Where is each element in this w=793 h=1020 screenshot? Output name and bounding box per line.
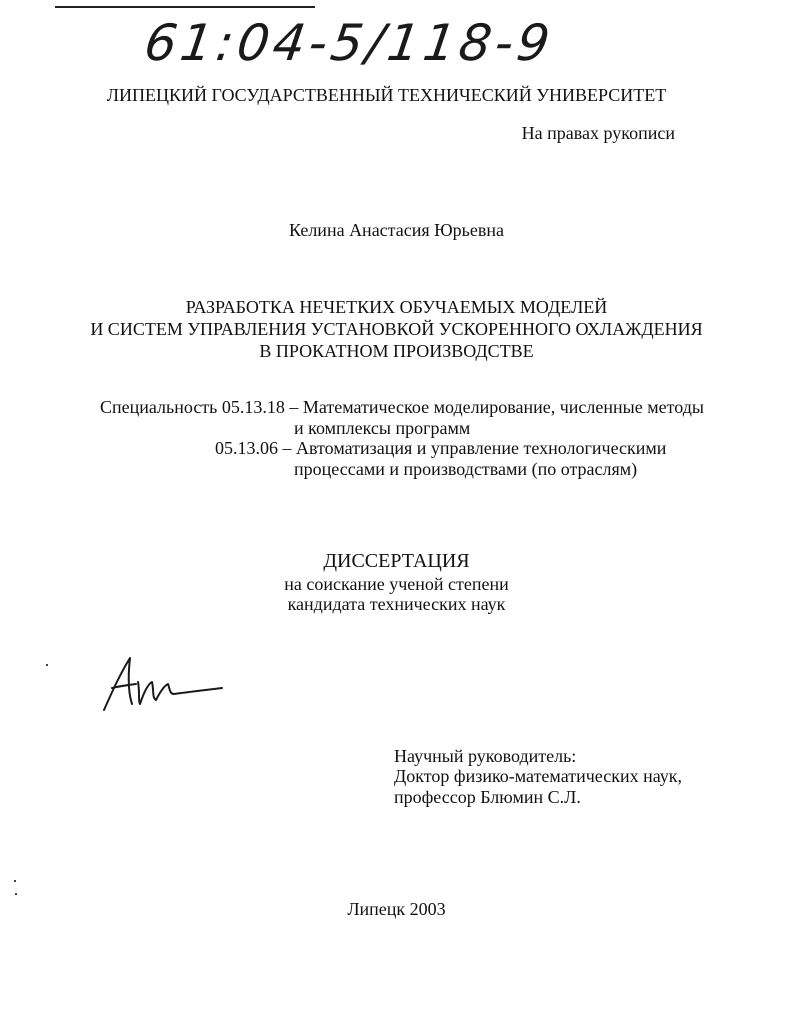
- degree-line-2: кандидата технических наук: [287, 594, 506, 614]
- scan-speck: [46, 664, 48, 666]
- dissertation-title: [0, 296, 793, 362]
- specialty-line-1-continued: и комплексы программ: [294, 418, 471, 438]
- dissertation-heading: ДИССЕРТАЦИЯ: [323, 550, 470, 572]
- title-line-2: И СИСТЕМ УПРАВЛЕНИЯ УСТАНОВКОЙ УСКОРЕННОГО ОХЛАЖДЕНИЯ: [90, 319, 703, 339]
- handwritten-signature: [98, 652, 228, 714]
- handwritten-accession-code: 61:04-5/118-9: [140, 14, 558, 72]
- top-rule-line: [55, 6, 315, 8]
- specialty-line-2-continued: процессами и производствами (по отраслям): [294, 459, 638, 479]
- author-name: Келина Анастасия Юрьевна: [289, 220, 504, 240]
- rights-note: На правах рукописи: [521, 123, 675, 143]
- specialty-line-2: 05.13.06 – Автоматизация и управление технологическими: [215, 438, 667, 458]
- scan-speck: [14, 880, 16, 882]
- advisor-name: профессор Блюмин С.Л.: [394, 787, 581, 807]
- degree-line-1: на соискание ученой степени: [284, 574, 509, 594]
- advisor-degree: Доктор физико-математических наук,: [394, 766, 683, 786]
- city-year: Липецк 2003: [347, 899, 446, 919]
- university-name: ЛИПЕЦКИЙ ГОСУДАРСТВЕННЫЙ ТЕХНИЧЕСКИЙ УНИВЕРСИТЕТ: [106, 85, 667, 105]
- scan-speck: [15, 893, 17, 895]
- title-line-1: РАЗРАБОТКА НЕЧЕТКИХ ОБУЧАЕМЫХ МОДЕЛЕЙ: [185, 297, 608, 317]
- title-line-3: В ПРОКАТНОМ ПРОИЗВОДСТВЕ: [259, 341, 534, 361]
- advisor-label: Научный руководитель:: [394, 746, 577, 766]
- specialty-line-1: Специальность 05.13.18 – Математическое моделирование, численные методы: [100, 397, 704, 417]
